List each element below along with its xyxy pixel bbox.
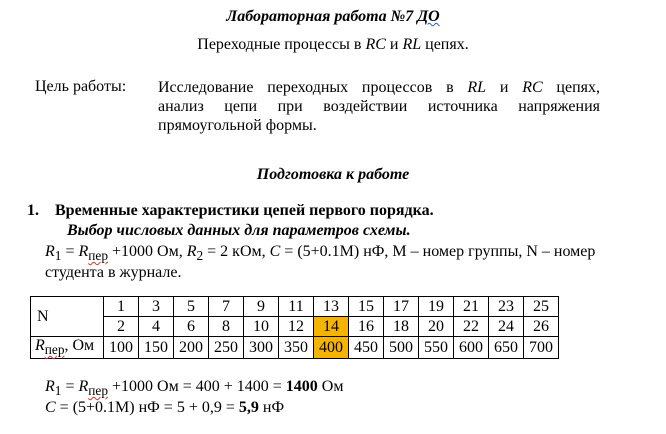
table-cell: 300 <box>244 337 279 359</box>
table-cell: 15 <box>349 297 384 317</box>
table-cell: 17 <box>384 297 419 317</box>
table-cell: 11 <box>279 297 314 317</box>
table-cell: 18 <box>384 317 419 337</box>
section-title: Временные характеристики цепей первого порядка. <box>55 202 434 219</box>
goal-line-2: анализ цепи при воздействии источника напряжения <box>158 98 600 115</box>
table-cell: 1 <box>104 297 139 317</box>
choice-heading: Выбор числовых данных для параметров схемы. <box>67 222 411 239</box>
table-cell: 600 <box>454 337 489 359</box>
document-title: Лабораторная работа №7 ДО <box>226 8 440 25</box>
section-heading <box>27 202 434 220</box>
table-cell: 19 <box>419 297 454 317</box>
goal-line-3: прямоугольной формы. <box>158 117 317 134</box>
table-cell: 9 <box>244 297 279 317</box>
goal-label: Цель работы: <box>35 78 127 95</box>
title-suffix: ДО <box>417 8 440 25</box>
table-cell: 16 <box>349 317 384 337</box>
table-cell: 100 <box>104 337 139 359</box>
n-label: N <box>31 297 104 337</box>
parameter-formula: $R_1 = R_{пер} +1000$ Ом, $R_2 = 2$ кОм, C = (5+0.1M) нФ, M – номер группы, N – номер <box>45 243 596 264</box>
table-cell: 2 <box>104 317 139 337</box>
result-r1: $R_1 = R_{пер} +1000$ Ом = 400 + 1400 = 1400 Ом <box>45 378 344 399</box>
goal-line-1: Исследование переходных процессов в RL и RC цепях, <box>158 79 600 96</box>
table-cell: 12 <box>279 317 314 337</box>
table-cell: 700 <box>524 337 559 359</box>
table-cell: 7 <box>209 297 244 317</box>
table-cell: 20 <box>419 317 454 337</box>
table-cell: 26 <box>524 317 559 337</box>
table-cell: 21 <box>454 297 489 317</box>
table-cell: 8 <box>209 317 244 337</box>
table-cell: 450 <box>349 337 384 359</box>
r-label: $R_{пер}$, Ом <box>31 337 104 359</box>
table-cell: 150 <box>139 337 174 359</box>
table-cell: 650 <box>489 337 524 359</box>
parameter-table <box>30 296 559 359</box>
goal-text <box>158 78 600 135</box>
prep-heading: Подготовка к работе <box>256 166 410 183</box>
table-cell: 200 <box>174 337 209 359</box>
table-cell: 3 <box>139 297 174 317</box>
table-cell: 24 <box>489 317 524 337</box>
table-cell: 350 <box>279 337 314 359</box>
highlighted-cell: 400 <box>314 337 349 359</box>
document-subtitle: Переходные процессы в RC и RL цепях. <box>197 36 469 53</box>
table-cell: 500 <box>384 337 419 359</box>
table-cell: 23 <box>489 297 524 317</box>
highlighted-cell: 14 <box>314 317 349 337</box>
table-cell: 25 <box>524 297 559 317</box>
table-row <box>31 317 559 337</box>
table-cell: 550 <box>419 337 454 359</box>
table-cell: 10 <box>244 317 279 337</box>
table-cell: 4 <box>139 317 174 337</box>
table-cell: 250 <box>209 337 244 359</box>
table-cell: 6 <box>174 317 209 337</box>
table-cell: 5 <box>174 297 209 317</box>
table-row <box>31 297 559 317</box>
section-number: 1. <box>27 202 39 219</box>
parameter-formula-line2: студента в журнале. <box>45 264 182 281</box>
table-row <box>31 337 559 359</box>
result-c: C = (5+0.1M) нФ = 5 + 0,9 = 5,9 нФ <box>45 399 285 416</box>
table-cell: 13 <box>314 297 349 317</box>
table-cell: 22 <box>454 317 489 337</box>
